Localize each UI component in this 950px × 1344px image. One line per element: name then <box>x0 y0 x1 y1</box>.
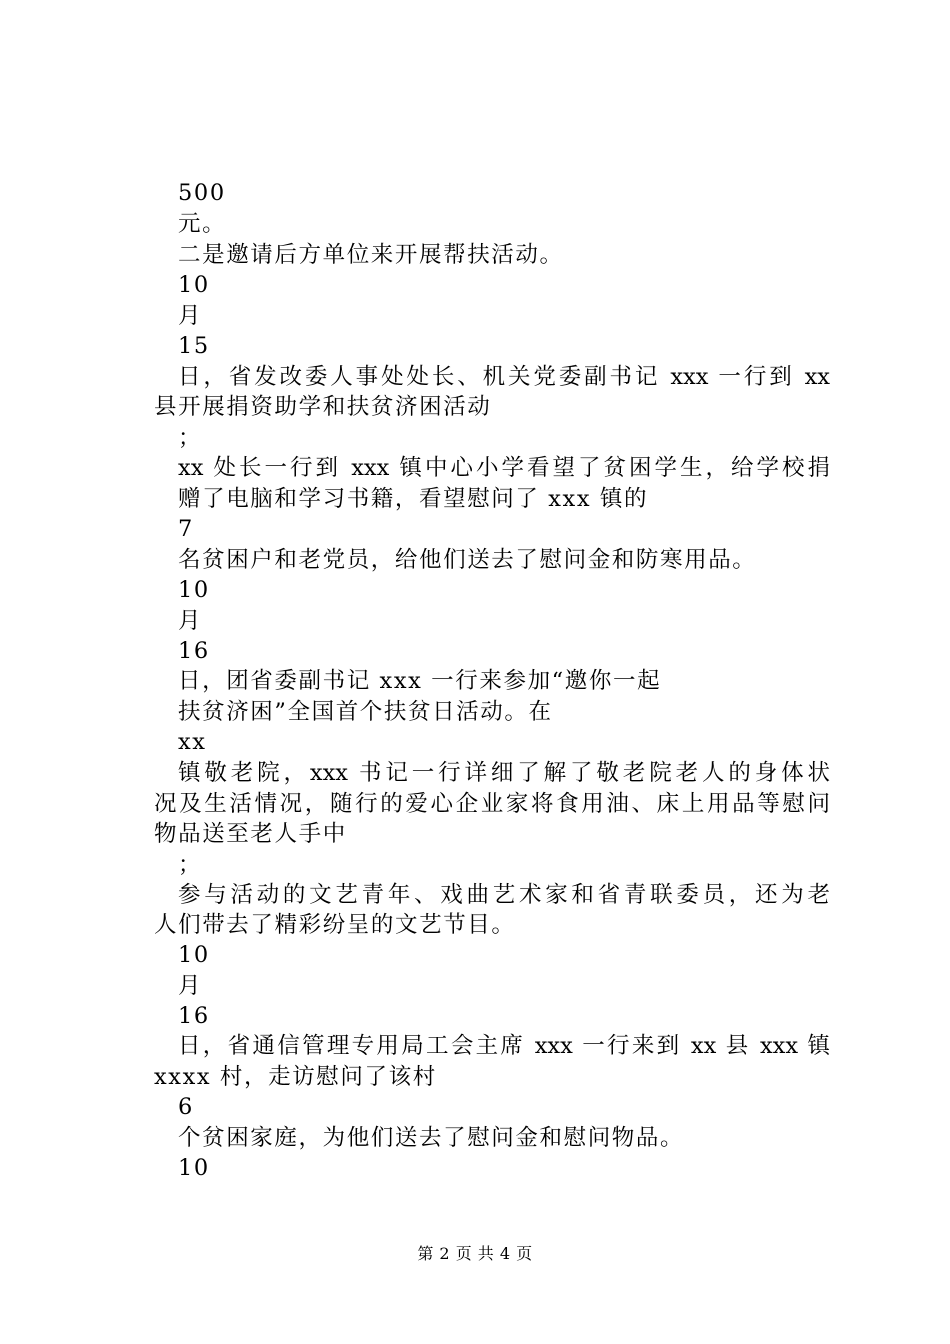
text-line: ； <box>178 852 203 878</box>
text-line: 参与活动的文艺青年、戏曲艺术家和省青联委员，还为老 <box>178 882 830 908</box>
text-line: 15 <box>178 333 210 359</box>
text-line: 10 <box>178 942 210 968</box>
text-line: 名贫困户和老党员，给他们送去了慰问金和防寒用品。 <box>178 547 757 573</box>
text-line: 16 <box>178 638 210 664</box>
text-line: 二是邀请后方单位来开展帮扶活动。 <box>178 242 564 268</box>
text-line: 10 <box>178 577 210 603</box>
text-line: 日，团省委副书记 xxx 一行来参加“邀你一起 <box>178 668 662 694</box>
text-line: 扶贫济困”全国首个扶贫日活动。在 <box>178 699 553 725</box>
text-line: 个贫困家庭，为他们送去了慰问金和慰问物品。 <box>178 1125 685 1151</box>
text-line: 人们带去了精彩纷呈的文艺节目。 <box>154 912 516 938</box>
text-line: 月 <box>178 608 203 634</box>
text-line: 赠了电脑和学习书籍，看望慰问了 xxx 镇的 <box>178 486 649 512</box>
text-line: xx <box>178 729 207 755</box>
text-line: 物品送至老人手中 <box>154 821 347 847</box>
text-line: 况及生活情况，随行的爱心企业家将食用油、床上用品等慰问 <box>154 791 830 817</box>
text-line: 10 <box>178 1155 210 1181</box>
text-line: ； <box>178 425 203 451</box>
text-line: 日，省发改委人事处处长、机关党委副书记 xxx 一行到 xx <box>178 364 830 390</box>
text-line: 6 <box>178 1094 194 1120</box>
text-line: xxxx 村，走访慰问了该村 <box>154 1064 437 1090</box>
text-line: 县开展捐资助学和扶贫济困活动 <box>154 394 492 420</box>
text-line: 月 <box>178 973 203 999</box>
text-line: 7 <box>178 516 194 542</box>
page-footer: 第 2 页 共 4 页 <box>417 1244 533 1263</box>
text-line: 元。 <box>178 211 227 237</box>
text-line: 16 <box>178 1003 210 1029</box>
text-line: 日，省通信管理专用局工会主席 xxx 一行来到 xx 县 xxx 镇 <box>178 1033 830 1059</box>
text-line: 10 <box>178 272 210 298</box>
text-line: 月 <box>178 303 203 329</box>
text-line: 镇敬老院，xxx 书记一行详细了解了敬老院老人的身体状 <box>178 760 830 786</box>
text-line: xx 处长一行到 xxx 镇中心小学看望了贫困学生，给学校捐 <box>178 455 830 481</box>
text-line: 500 <box>178 180 226 206</box>
